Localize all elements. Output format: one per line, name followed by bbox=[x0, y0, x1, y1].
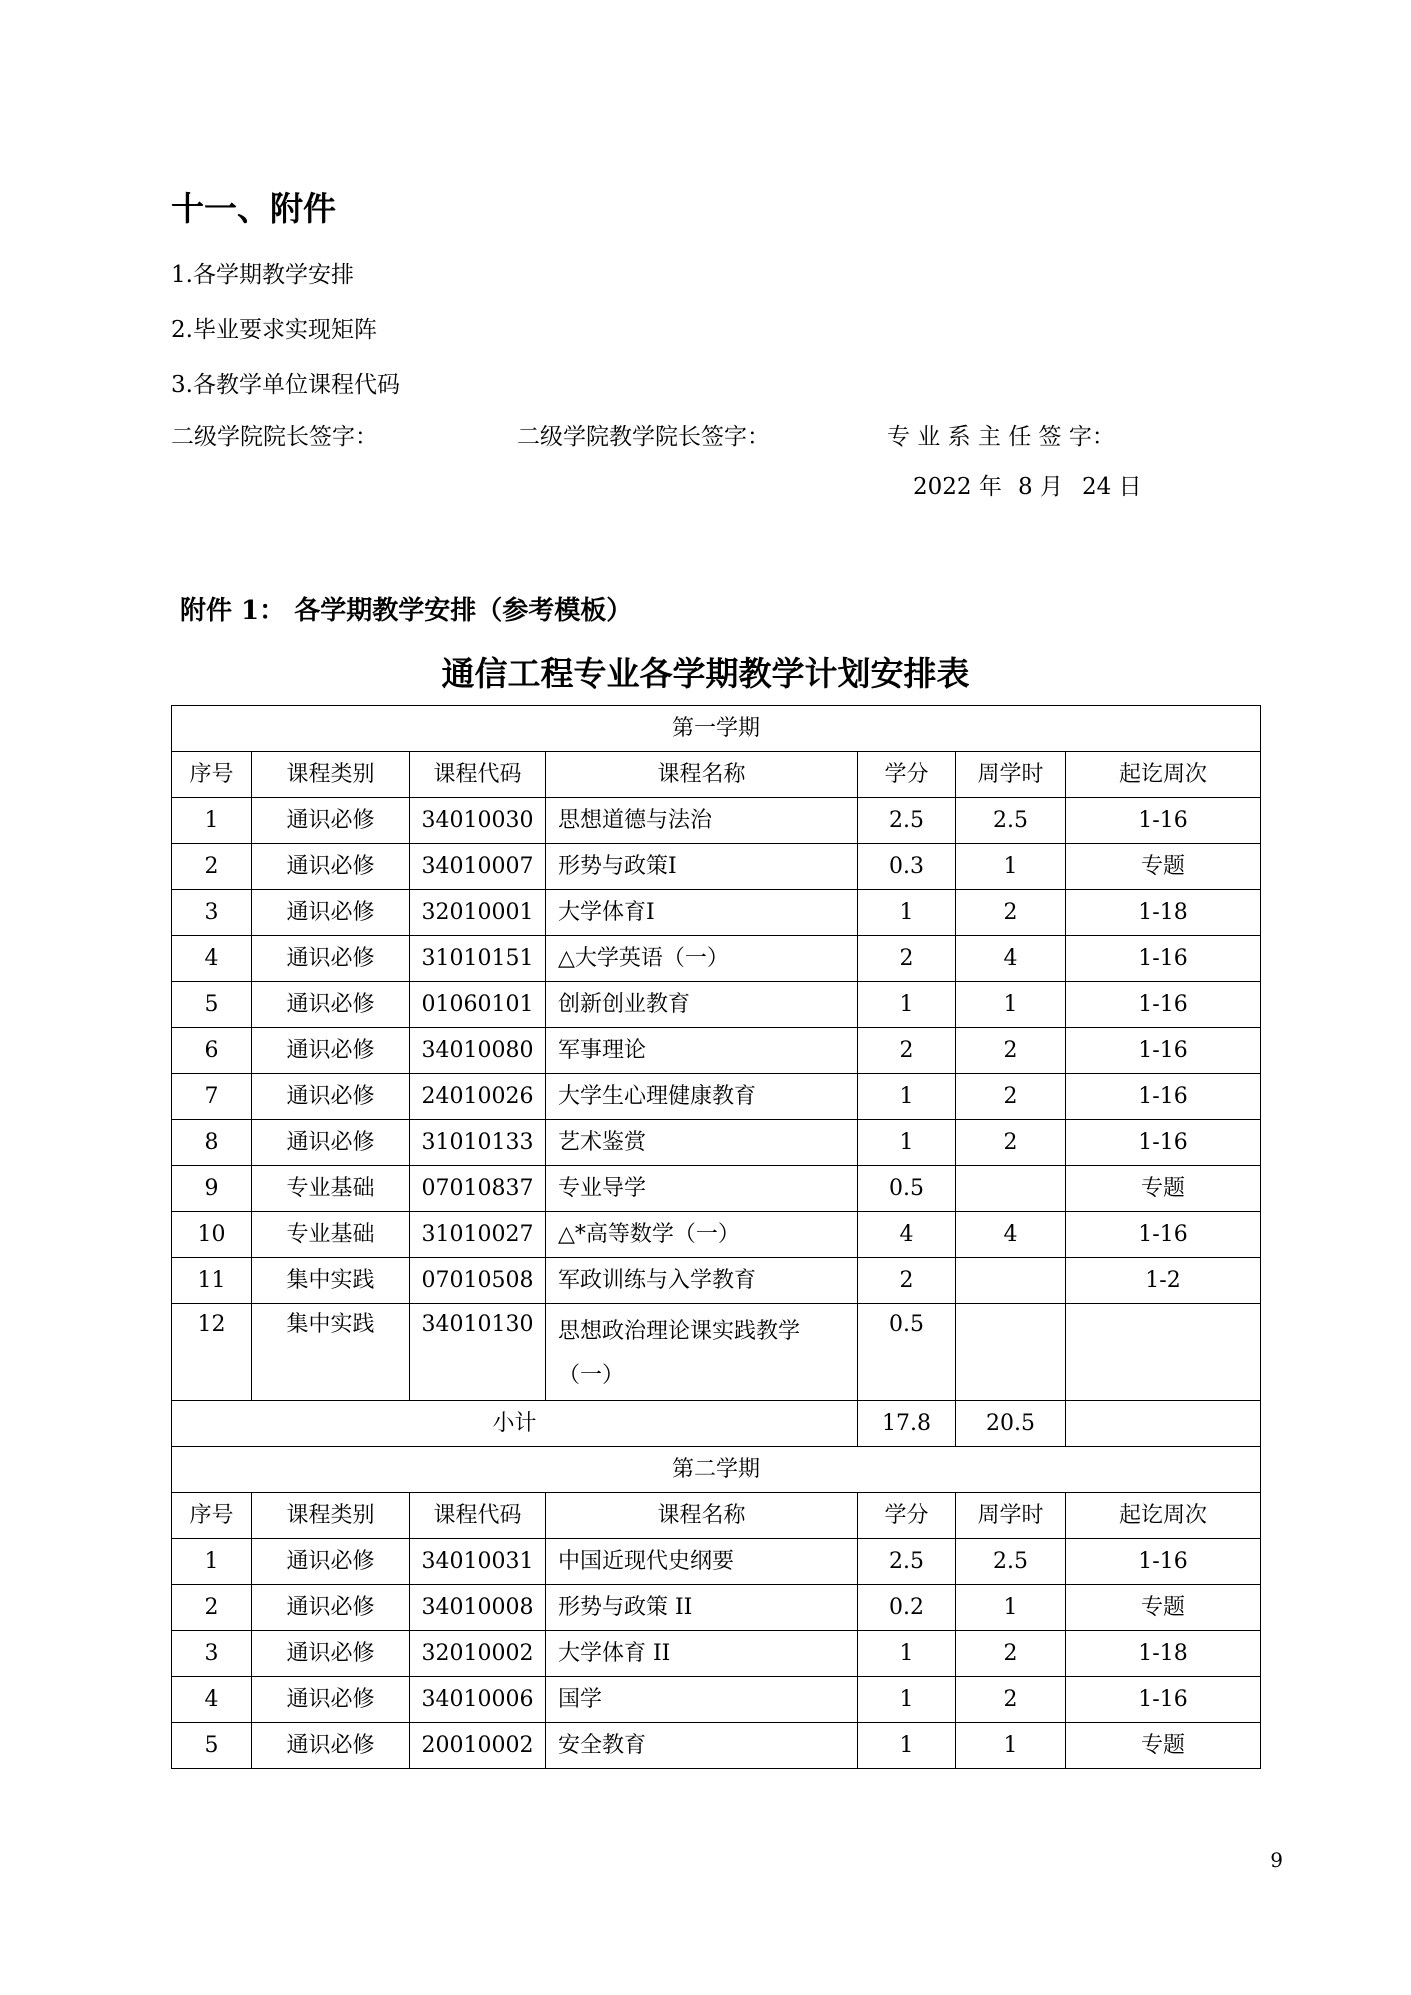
category-cell: 通识必修 bbox=[252, 1120, 410, 1166]
course-name-cell: 中国近现代史纲要 bbox=[546, 1539, 858, 1585]
semester-label: 第一学期 bbox=[172, 706, 1261, 752]
weekly-hours-cell: 2 bbox=[956, 1631, 1066, 1677]
credits-cell: 0.3 bbox=[858, 844, 956, 890]
code-cell: 01060101 bbox=[410, 982, 546, 1028]
weekly-hours-cell: 2 bbox=[956, 1677, 1066, 1723]
weeks-cell: 专题 bbox=[1066, 844, 1261, 890]
credits-cell: 1 bbox=[858, 890, 956, 936]
weekly-hours-cell bbox=[956, 1258, 1066, 1304]
table-row bbox=[172, 1258, 1261, 1304]
credits-cell: 2.5 bbox=[858, 1539, 956, 1585]
code-cell: 31010151 bbox=[410, 936, 546, 982]
code-cell: 07010508 bbox=[410, 1258, 546, 1304]
teaching-plan-table bbox=[171, 705, 1261, 1769]
attachment-item-2: 2.毕业要求实现矩阵 bbox=[171, 317, 377, 343]
course-name-cell: 军政训练与入学教育 bbox=[546, 1258, 858, 1304]
weeks-cell: 1-18 bbox=[1066, 1631, 1261, 1677]
category-cell: 集中实践 bbox=[252, 1304, 410, 1401]
weeks-cell: 1-16 bbox=[1066, 798, 1261, 844]
column-header: 起讫周次 bbox=[1066, 752, 1261, 798]
table-row bbox=[172, 798, 1261, 844]
table-title: 通信工程专业各学期教学计划安排表 bbox=[441, 654, 970, 693]
weekly-hours-cell: 2 bbox=[956, 890, 1066, 936]
code-cell: 34010030 bbox=[410, 798, 546, 844]
course-name-cell: 创新创业教育 bbox=[546, 982, 858, 1028]
weekly-hours-cell: 2.5 bbox=[956, 1539, 1066, 1585]
credits-cell: 1 bbox=[858, 1074, 956, 1120]
weeks-cell: 1-16 bbox=[1066, 1212, 1261, 1258]
dean-signature-label: 二级学院院长签字： bbox=[171, 424, 378, 450]
credits-cell: 1 bbox=[858, 1120, 956, 1166]
date-day: 24 日 bbox=[1082, 474, 1142, 500]
credits-cell: 0.5 bbox=[858, 1304, 956, 1401]
department-head-signature-label: 专 业 系 主 任 签 字： bbox=[887, 424, 1115, 450]
index-cell: 7 bbox=[172, 1074, 252, 1120]
index-cell: 10 bbox=[172, 1212, 252, 1258]
code-cell: 07010837 bbox=[410, 1166, 546, 1212]
table-row bbox=[172, 844, 1261, 890]
weeks-cell: 1-2 bbox=[1066, 1258, 1261, 1304]
semester-label-row bbox=[172, 706, 1261, 752]
weeks-cell bbox=[1066, 1304, 1261, 1401]
code-cell: 34010007 bbox=[410, 844, 546, 890]
course-name-cell: 形势与政策 II bbox=[546, 1585, 858, 1631]
category-cell: 通识必修 bbox=[252, 1028, 410, 1074]
credits-cell: 2 bbox=[858, 1028, 956, 1074]
column-header: 序号 bbox=[172, 752, 252, 798]
table-row bbox=[172, 1677, 1261, 1723]
subtotal-weeks bbox=[1066, 1401, 1261, 1447]
index-cell: 2 bbox=[172, 844, 252, 890]
attachment-item-1: 1.各学期教学安排 bbox=[171, 262, 354, 288]
code-cell: 31010027 bbox=[410, 1212, 546, 1258]
table-row bbox=[172, 1028, 1261, 1074]
weekly-hours-cell bbox=[956, 1166, 1066, 1212]
index-cell: 4 bbox=[172, 1677, 252, 1723]
index-cell: 9 bbox=[172, 1166, 252, 1212]
column-header: 课程名称 bbox=[546, 1493, 858, 1539]
index-cell: 3 bbox=[172, 890, 252, 936]
column-header: 课程代码 bbox=[410, 752, 546, 798]
index-cell: 5 bbox=[172, 1723, 252, 1769]
semester-label: 第二学期 bbox=[172, 1447, 1261, 1493]
column-header: 课程名称 bbox=[546, 752, 858, 798]
section-title: 十一、附件 bbox=[171, 189, 336, 228]
category-cell: 通识必修 bbox=[252, 1723, 410, 1769]
subtotal-label: 小计 bbox=[172, 1401, 858, 1447]
credits-cell: 4 bbox=[858, 1212, 956, 1258]
credits-cell: 2 bbox=[858, 1258, 956, 1304]
course-name-cell: 军事理论 bbox=[546, 1028, 858, 1074]
code-cell: 34010080 bbox=[410, 1028, 546, 1074]
page-number: 9 bbox=[1270, 1848, 1283, 1872]
semester-label-row bbox=[172, 1447, 1261, 1493]
credits-cell: 1 bbox=[858, 1723, 956, 1769]
weekly-hours-cell: 4 bbox=[956, 936, 1066, 982]
table-row bbox=[172, 936, 1261, 982]
course-name-cell: 艺术鉴赏 bbox=[546, 1120, 858, 1166]
category-cell: 集中实践 bbox=[252, 1258, 410, 1304]
table-row bbox=[172, 1304, 1261, 1401]
index-cell: 1 bbox=[172, 798, 252, 844]
course-name-cell: 思想政治理论课实践教学（一） bbox=[546, 1304, 858, 1401]
table-row bbox=[172, 1120, 1261, 1166]
table-row bbox=[172, 1212, 1261, 1258]
course-name-cell: △*高等数学（一） bbox=[546, 1212, 858, 1258]
credits-cell: 0.5 bbox=[858, 1166, 956, 1212]
code-cell: 31010133 bbox=[410, 1120, 546, 1166]
weeks-cell: 1-18 bbox=[1066, 890, 1261, 936]
credits-cell: 1 bbox=[858, 1677, 956, 1723]
category-cell: 通识必修 bbox=[252, 844, 410, 890]
category-cell: 通识必修 bbox=[252, 1074, 410, 1120]
index-cell: 4 bbox=[172, 936, 252, 982]
index-cell: 11 bbox=[172, 1258, 252, 1304]
weeks-cell: 专题 bbox=[1066, 1723, 1261, 1769]
date-year: 2022 年 bbox=[913, 474, 1002, 500]
category-cell: 通识必修 bbox=[252, 1539, 410, 1585]
subtotal-hours: 20.5 bbox=[956, 1401, 1066, 1447]
category-cell: 专业基础 bbox=[252, 1166, 410, 1212]
column-header: 课程代码 bbox=[410, 1493, 546, 1539]
course-name-cell: 大学生心理健康教育 bbox=[546, 1074, 858, 1120]
weekly-hours-cell: 1 bbox=[956, 1585, 1066, 1631]
category-cell: 通识必修 bbox=[252, 936, 410, 982]
course-name-cell: 安全教育 bbox=[546, 1723, 858, 1769]
weeks-cell: 1-16 bbox=[1066, 1074, 1261, 1120]
column-header: 起讫周次 bbox=[1066, 1493, 1261, 1539]
code-cell: 32010001 bbox=[410, 890, 546, 936]
category-cell: 通识必修 bbox=[252, 982, 410, 1028]
code-cell: 34010006 bbox=[410, 1677, 546, 1723]
weekly-hours-cell: 4 bbox=[956, 1212, 1066, 1258]
weekly-hours-cell: 1 bbox=[956, 1723, 1066, 1769]
course-name-cell: 形势与政策Ⅰ bbox=[546, 844, 858, 890]
table-row bbox=[172, 890, 1261, 936]
weekly-hours-cell bbox=[956, 1304, 1066, 1401]
header-row bbox=[172, 1493, 1261, 1539]
appendix-heading: 附件 1： 各学期教学安排（参考模板） bbox=[180, 596, 633, 626]
weeks-cell: 专题 bbox=[1066, 1585, 1261, 1631]
column-header: 学分 bbox=[858, 752, 956, 798]
index-cell: 1 bbox=[172, 1539, 252, 1585]
weekly-hours-cell: 1 bbox=[956, 844, 1066, 890]
table-row bbox=[172, 1166, 1261, 1212]
index-cell: 2 bbox=[172, 1585, 252, 1631]
table-row bbox=[172, 982, 1261, 1028]
column-header: 学分 bbox=[858, 1493, 956, 1539]
course-name-cell: 思想道德与法治 bbox=[546, 798, 858, 844]
index-cell: 5 bbox=[172, 982, 252, 1028]
weekly-hours-cell: 2 bbox=[956, 1074, 1066, 1120]
category-cell: 通识必修 bbox=[252, 890, 410, 936]
date-month: 8 月 bbox=[1018, 474, 1063, 500]
weeks-cell: 专题 bbox=[1066, 1166, 1261, 1212]
table-row bbox=[172, 1074, 1261, 1120]
code-cell: 20010002 bbox=[410, 1723, 546, 1769]
course-name-cell: 大学体育Ⅰ bbox=[546, 890, 858, 936]
index-cell: 12 bbox=[172, 1304, 252, 1401]
weekly-hours-cell: 1 bbox=[956, 982, 1066, 1028]
credits-cell: 2 bbox=[858, 936, 956, 982]
category-cell: 通识必修 bbox=[252, 1631, 410, 1677]
code-cell: 24010026 bbox=[410, 1074, 546, 1120]
teaching-dean-signature-label: 二级学院教学院长签字： bbox=[517, 424, 770, 450]
index-cell: 8 bbox=[172, 1120, 252, 1166]
table-row bbox=[172, 1539, 1261, 1585]
column-header: 周学时 bbox=[956, 752, 1066, 798]
column-header: 课程类别 bbox=[252, 1493, 410, 1539]
table-row bbox=[172, 1585, 1261, 1631]
weeks-cell: 1-16 bbox=[1066, 982, 1261, 1028]
column-header: 课程类别 bbox=[252, 752, 410, 798]
weeks-cell: 1-16 bbox=[1066, 1677, 1261, 1723]
column-header: 周学时 bbox=[956, 1493, 1066, 1539]
weekly-hours-cell: 2 bbox=[956, 1028, 1066, 1074]
credits-cell: 1 bbox=[858, 1631, 956, 1677]
subtotal-credits: 17.8 bbox=[858, 1401, 956, 1447]
code-cell: 32010002 bbox=[410, 1631, 546, 1677]
table-row bbox=[172, 1631, 1261, 1677]
table-row bbox=[172, 1723, 1261, 1769]
weekly-hours-cell: 2.5 bbox=[956, 798, 1066, 844]
subtotal-row bbox=[172, 1401, 1261, 1447]
index-cell: 3 bbox=[172, 1631, 252, 1677]
course-name-cell: 专业导学 bbox=[546, 1166, 858, 1212]
column-header: 序号 bbox=[172, 1493, 252, 1539]
course-name-cell: △大学英语（一） bbox=[546, 936, 858, 982]
category-cell: 通识必修 bbox=[252, 1677, 410, 1723]
credits-cell: 2.5 bbox=[858, 798, 956, 844]
attachment-item-3: 3.各教学单位课程代码 bbox=[171, 372, 400, 398]
credits-cell: 0.2 bbox=[858, 1585, 956, 1631]
weeks-cell: 1-16 bbox=[1066, 1028, 1261, 1074]
category-cell: 专业基础 bbox=[252, 1212, 410, 1258]
course-name-cell: 国学 bbox=[546, 1677, 858, 1723]
weekly-hours-cell: 2 bbox=[956, 1120, 1066, 1166]
credits-cell: 1 bbox=[858, 982, 956, 1028]
index-cell: 6 bbox=[172, 1028, 252, 1074]
category-cell: 通识必修 bbox=[252, 1585, 410, 1631]
code-cell: 34010031 bbox=[410, 1539, 546, 1585]
code-cell: 34010130 bbox=[410, 1304, 546, 1401]
course-name-cell: 大学体育 II bbox=[546, 1631, 858, 1677]
header-row bbox=[172, 752, 1261, 798]
weeks-cell: 1-16 bbox=[1066, 936, 1261, 982]
code-cell: 34010008 bbox=[410, 1585, 546, 1631]
category-cell: 通识必修 bbox=[252, 798, 410, 844]
weeks-cell: 1-16 bbox=[1066, 1120, 1261, 1166]
weeks-cell: 1-16 bbox=[1066, 1539, 1261, 1585]
